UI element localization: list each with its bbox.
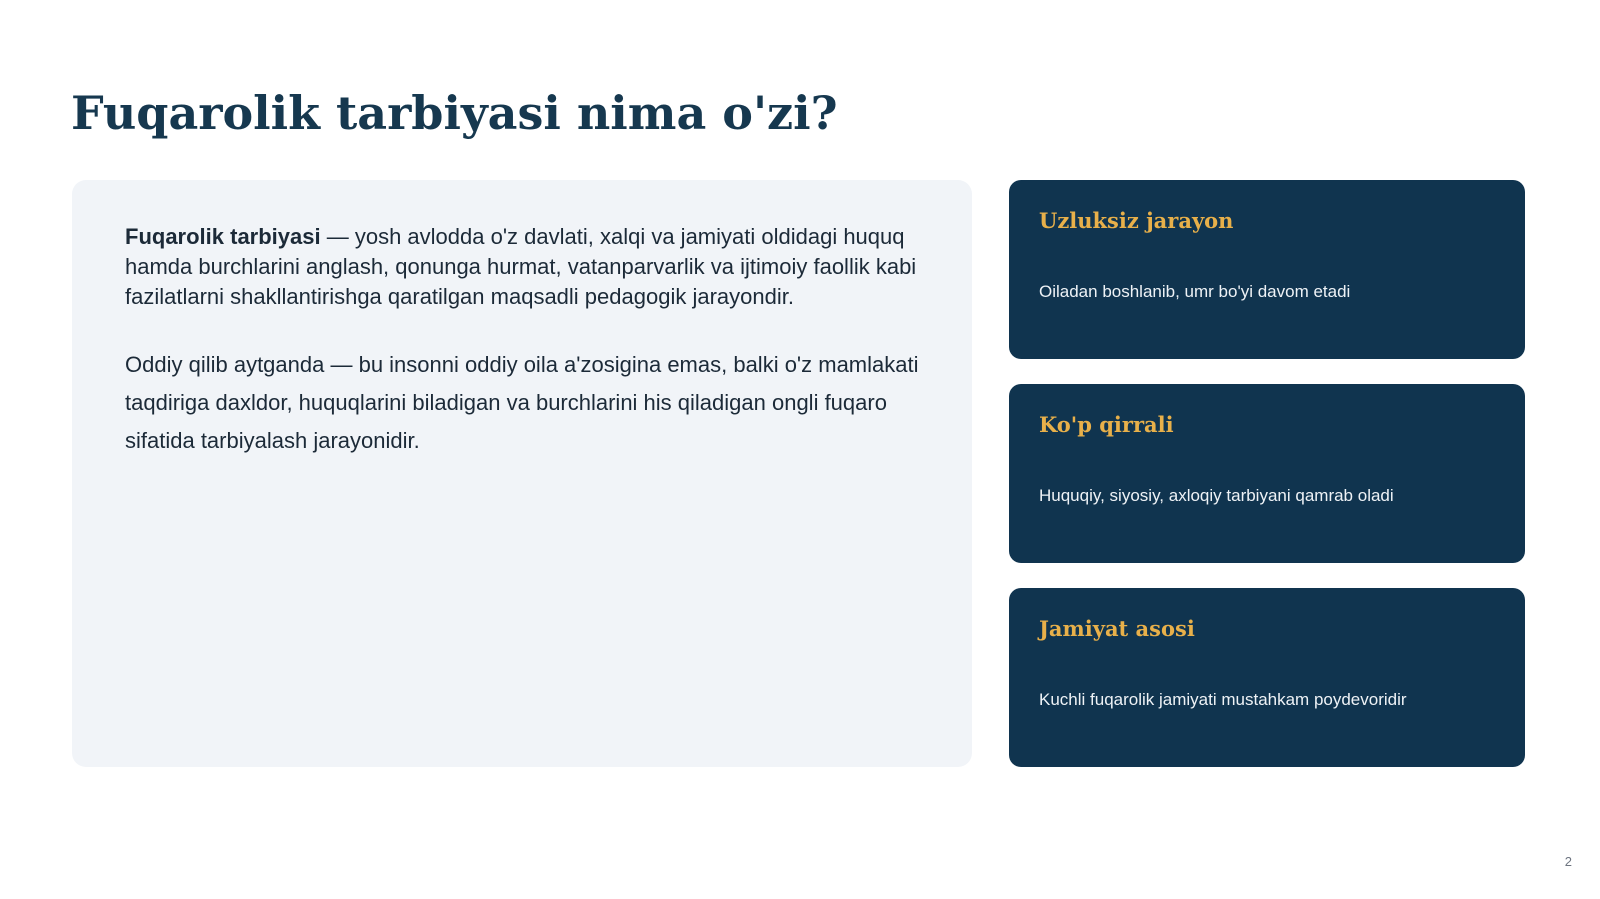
definition-body: — yosh avlodda o'z davlati, xalqi va jamiyati oldidagi huquq hamda burchlarini anglash, qonunga hurmat, vatanparvarlik va ijtimoiy faollik kabi fazilatlarni shakllantirishga qaratilgan maqsadli pedagogik jarayondir. xyxy=(125,224,917,309)
slide-title: Fuqarolik tarbiyasi nima o'zi? xyxy=(71,86,838,140)
card-description: Oiladan boshlanib, umr bo'yi davom etadi xyxy=(1039,282,1351,301)
definition-paragraph xyxy=(125,222,920,312)
card-title: Ko'p qirrali xyxy=(1039,412,1174,437)
feature-card-continuous-process xyxy=(1009,180,1525,359)
card-title: Uzluksiz jarayon xyxy=(1039,208,1234,233)
card-title: Jamiyat asosi xyxy=(1039,616,1195,641)
page-number: 2 xyxy=(1564,854,1572,869)
feature-card-multifaceted xyxy=(1009,384,1525,563)
card-description: Huquqiy, siyosiy, axloqiy tarbiyani qamrab oladi xyxy=(1039,486,1394,505)
explanation-paragraph: Oddiy qilib aytganda — bu insonni oddiy oila a'zosigina emas, balki o'z mamlakati taqdiriga daxldor, huquqlarini biladigan va burchlarini his qiladigan ongli fuqaro sifatida tarbiyalash jarayonidir. xyxy=(125,352,919,453)
card-description: Kuchli fuqarolik jamiyati mustahkam poydevoridir xyxy=(1039,690,1407,709)
feature-card-society-foundation xyxy=(1009,588,1525,767)
definition-term: Fuqarolik tarbiyasi xyxy=(125,224,321,249)
definition-panel xyxy=(72,180,972,767)
